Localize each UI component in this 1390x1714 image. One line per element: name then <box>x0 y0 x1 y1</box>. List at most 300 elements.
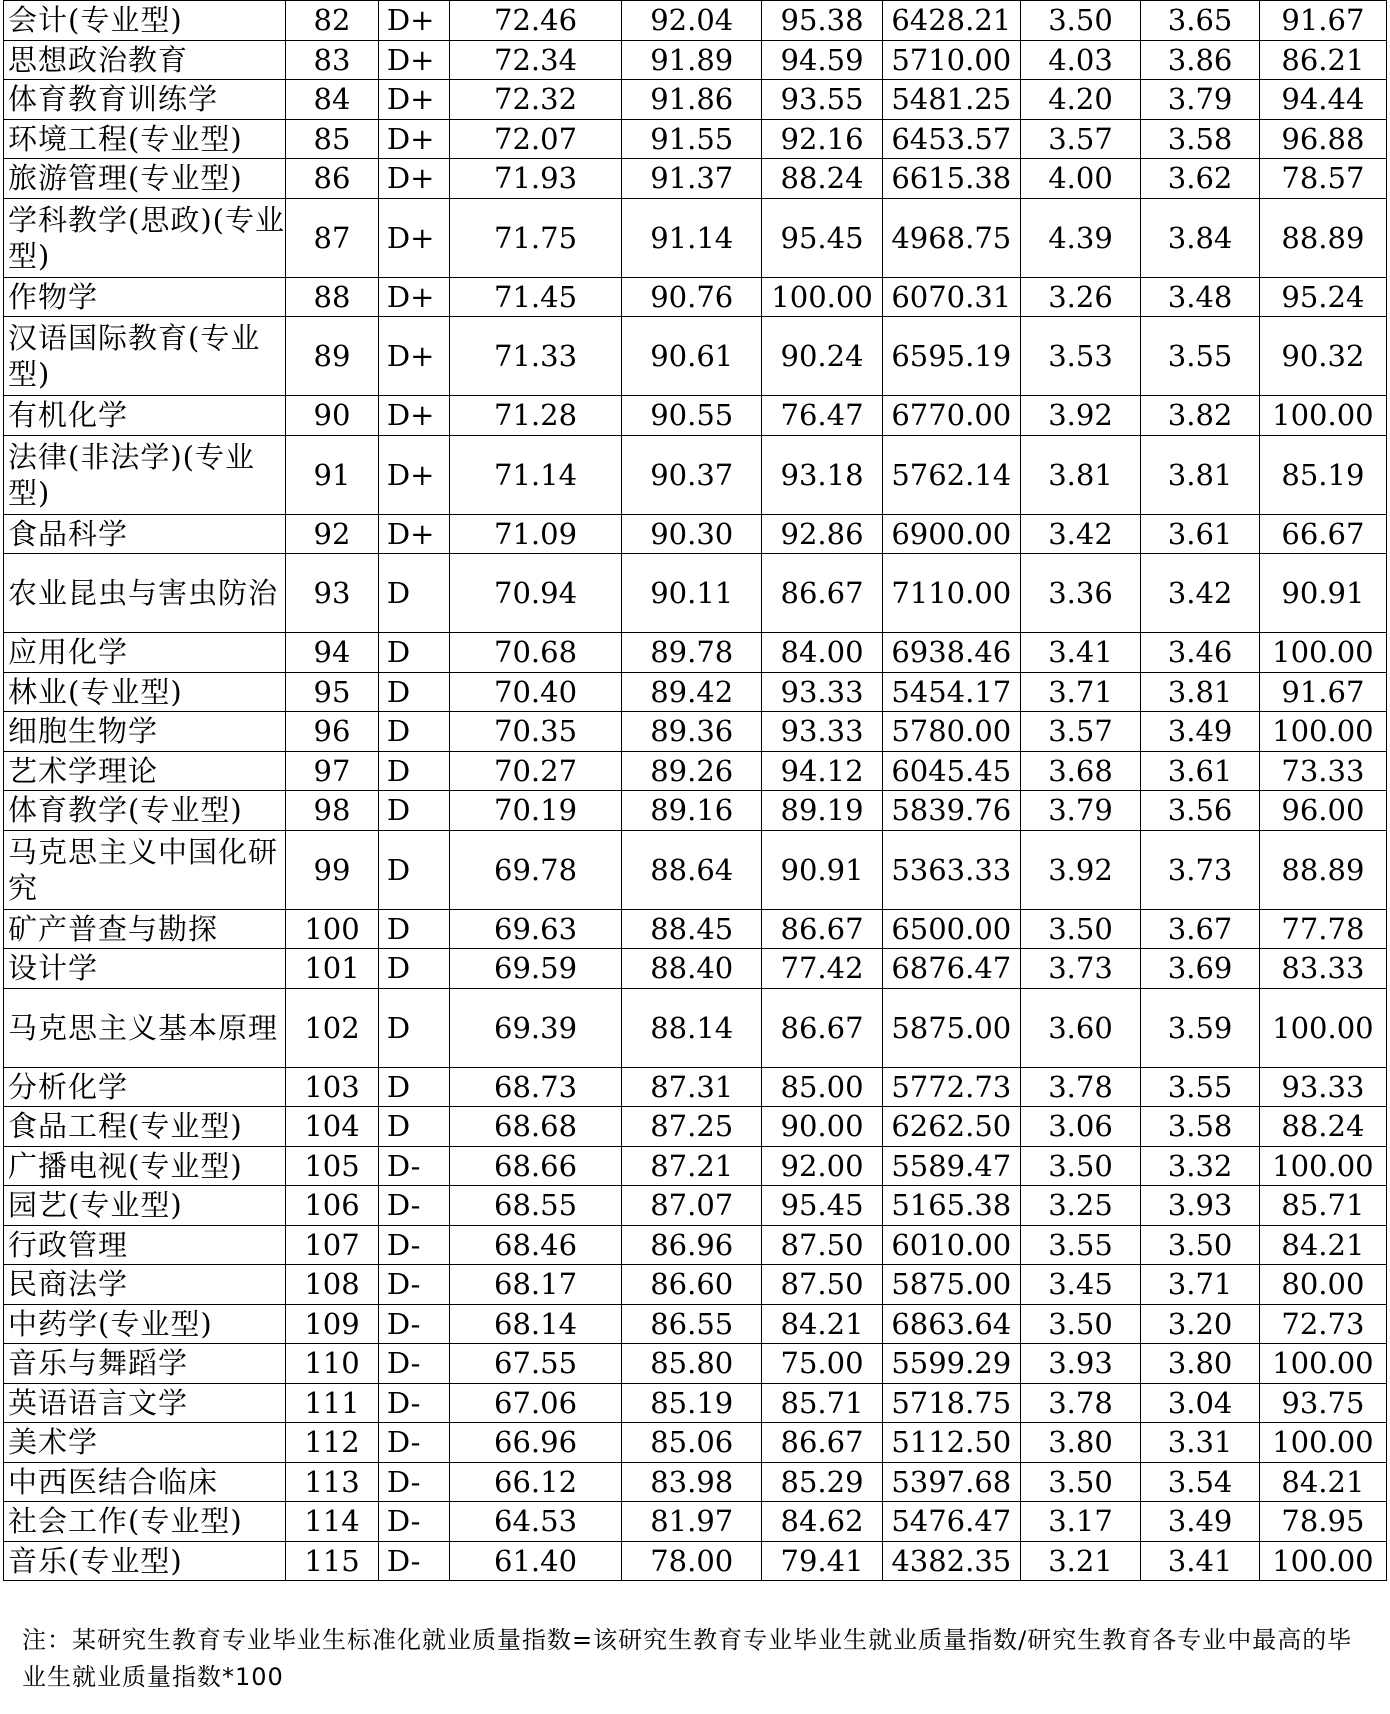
employment-rate-cell: 95.45 <box>762 1186 883 1226</box>
relevance-cell: 3.58 <box>1141 1107 1259 1147</box>
standardized-index-cell: 71.09 <box>449 514 621 554</box>
salary-cell: 5780.00 <box>882 712 1020 752</box>
salary-cell: 5397.68 <box>882 1462 1020 1502</box>
relevance-cell: 3.55 <box>1141 317 1259 396</box>
employment-rate-cell: 87.50 <box>762 1225 883 1265</box>
major-name-cell: 马克思主义基本原理 <box>4 988 286 1067</box>
relevance-cell: 3.86 <box>1141 40 1259 80</box>
quality-index-cell: 85.06 <box>622 1423 762 1463</box>
standardized-index-cell: 68.68 <box>449 1107 621 1147</box>
salary-cell: 6453.57 <box>882 119 1020 159</box>
salary-cell: 5599.29 <box>882 1344 1020 1384</box>
major-name-cell: 食品工程(专业型) <box>4 1107 286 1147</box>
table-row <box>4 988 1387 1067</box>
match-rate-cell: 93.75 <box>1259 1383 1386 1423</box>
quality-index-cell: 91.37 <box>622 159 762 199</box>
salary-cell: 6070.31 <box>882 277 1020 317</box>
relevance-cell: 3.49 <box>1141 712 1259 752</box>
quality-index-cell: 87.21 <box>622 1146 762 1186</box>
salary-cell: 7110.00 <box>882 554 1020 633</box>
grade-cell: D- <box>378 1541 449 1581</box>
rank-cell: 105 <box>286 1146 379 1186</box>
relevance-cell: 3.55 <box>1141 1067 1259 1107</box>
employment-rate-cell: 84.62 <box>762 1502 883 1542</box>
match-rate-cell: 88.89 <box>1259 830 1386 909</box>
standardized-index-cell: 68.46 <box>449 1225 621 1265</box>
employment-rate-cell: 92.00 <box>762 1146 883 1186</box>
match-rate-cell: 86.21 <box>1259 40 1386 80</box>
table-row <box>4 396 1387 436</box>
salary-cell: 6863.64 <box>882 1304 1020 1344</box>
employment-rate-cell: 84.00 <box>762 633 883 673</box>
relevance-cell: 3.56 <box>1141 791 1259 831</box>
rank-cell: 112 <box>286 1423 379 1463</box>
salary-cell: 6595.19 <box>882 317 1020 396</box>
table-row <box>4 1541 1387 1581</box>
major-name-cell: 中药学(专业型) <box>4 1304 286 1344</box>
match-rate-cell: 91.67 <box>1259 672 1386 712</box>
grade-cell: D <box>378 751 449 791</box>
match-rate-cell: 93.33 <box>1259 1067 1386 1107</box>
standardized-index-cell: 68.55 <box>449 1186 621 1226</box>
satisfaction-cell: 3.41 <box>1020 633 1141 673</box>
major-name-cell: 体育教学(专业型) <box>4 791 286 831</box>
table-row <box>4 1146 1387 1186</box>
major-name-cell: 有机化学 <box>4 396 286 436</box>
standardized-index-cell: 61.40 <box>449 1541 621 1581</box>
rank-cell: 115 <box>286 1541 379 1581</box>
quality-index-cell: 88.14 <box>622 988 762 1067</box>
employment-rate-cell: 77.42 <box>762 949 883 989</box>
satisfaction-cell: 3.80 <box>1020 1423 1141 1463</box>
match-rate-cell: 96.88 <box>1259 119 1386 159</box>
relevance-cell: 3.82 <box>1141 396 1259 436</box>
table-row <box>4 1344 1387 1384</box>
match-rate-cell: 90.91 <box>1259 554 1386 633</box>
major-name-cell: 作物学 <box>4 277 286 317</box>
major-name-cell: 汉语国际教育(专业型) <box>4 317 286 396</box>
employment-rate-cell: 90.91 <box>762 830 883 909</box>
match-rate-cell: 100.00 <box>1259 988 1386 1067</box>
quality-index-cell: 88.64 <box>622 830 762 909</box>
employment-rate-cell: 94.12 <box>762 751 883 791</box>
salary-cell: 5589.47 <box>882 1146 1020 1186</box>
table-row <box>4 40 1387 80</box>
employment-rate-cell: 85.00 <box>762 1067 883 1107</box>
quality-index-cell: 90.37 <box>622 435 762 514</box>
rank-cell: 90 <box>286 396 379 436</box>
relevance-cell: 3.84 <box>1141 198 1259 277</box>
salary-cell: 5476.47 <box>882 1502 1020 1542</box>
satisfaction-cell: 3.57 <box>1020 119 1141 159</box>
satisfaction-cell: 3.71 <box>1020 672 1141 712</box>
rank-cell: 92 <box>286 514 379 554</box>
salary-cell: 5762.14 <box>882 435 1020 514</box>
satisfaction-cell: 3.21 <box>1020 1541 1141 1581</box>
major-name-cell: 林业(专业型) <box>4 672 286 712</box>
satisfaction-cell: 4.03 <box>1020 40 1141 80</box>
satisfaction-cell: 3.50 <box>1020 1462 1141 1502</box>
quality-index-cell: 85.80 <box>622 1344 762 1384</box>
table-row <box>4 435 1387 514</box>
major-name-cell: 马克思主义中国化研究 <box>4 830 286 909</box>
satisfaction-cell: 3.79 <box>1020 791 1141 831</box>
quality-index-cell: 87.07 <box>622 1186 762 1226</box>
grade-cell: D+ <box>378 317 449 396</box>
satisfaction-cell: 3.60 <box>1020 988 1141 1067</box>
match-rate-cell: 78.95 <box>1259 1502 1386 1542</box>
table-row <box>4 1067 1387 1107</box>
quality-index-cell: 83.98 <box>622 1462 762 1502</box>
relevance-cell: 3.61 <box>1141 751 1259 791</box>
employment-rate-cell: 90.00 <box>762 1107 883 1147</box>
relevance-cell: 3.81 <box>1141 672 1259 712</box>
grade-cell: D+ <box>378 1 449 41</box>
major-name-cell: 英语语言文学 <box>4 1383 286 1423</box>
salary-cell: 5710.00 <box>882 40 1020 80</box>
grade-cell: D- <box>378 1423 449 1463</box>
salary-cell: 4968.75 <box>882 198 1020 277</box>
employment-rate-cell: 93.55 <box>762 80 883 120</box>
table-row <box>4 1265 1387 1305</box>
employment-rate-cell: 79.41 <box>762 1541 883 1581</box>
table-row <box>4 1502 1387 1542</box>
match-rate-cell: 88.89 <box>1259 198 1386 277</box>
employment-rate-cell: 85.29 <box>762 1462 883 1502</box>
rank-cell: 88 <box>286 277 379 317</box>
employment-rate-cell: 84.21 <box>762 1304 883 1344</box>
table-row <box>4 1304 1387 1344</box>
salary-cell: 6938.46 <box>882 633 1020 673</box>
match-rate-cell: 100.00 <box>1259 396 1386 436</box>
grade-cell: D- <box>378 1146 449 1186</box>
match-rate-cell: 84.21 <box>1259 1225 1386 1265</box>
table-row <box>4 119 1387 159</box>
grade-cell: D+ <box>378 514 449 554</box>
major-name-cell: 音乐与舞蹈学 <box>4 1344 286 1384</box>
standardized-index-cell: 70.27 <box>449 751 621 791</box>
relevance-cell: 3.67 <box>1141 909 1259 949</box>
standardized-index-cell: 66.12 <box>449 1462 621 1502</box>
quality-index-cell: 87.31 <box>622 1067 762 1107</box>
employment-quality-table <box>3 0 1387 1581</box>
satisfaction-cell: 4.39 <box>1020 198 1141 277</box>
employment-rate-cell: 93.33 <box>762 712 883 752</box>
employment-rate-cell: 93.33 <box>762 672 883 712</box>
employment-rate-cell: 86.67 <box>762 988 883 1067</box>
quality-index-cell: 88.45 <box>622 909 762 949</box>
table-row <box>4 80 1387 120</box>
relevance-cell: 3.04 <box>1141 1383 1259 1423</box>
grade-cell: D+ <box>378 435 449 514</box>
match-rate-cell: 77.78 <box>1259 909 1386 949</box>
satisfaction-cell: 3.68 <box>1020 751 1141 791</box>
standardized-index-cell: 69.39 <box>449 988 621 1067</box>
standardized-index-cell: 70.94 <box>449 554 621 633</box>
salary-cell: 6010.00 <box>882 1225 1020 1265</box>
standardized-index-cell: 67.06 <box>449 1383 621 1423</box>
employment-rate-cell: 76.47 <box>762 396 883 436</box>
major-name-cell: 广播电视(专业型) <box>4 1146 286 1186</box>
match-rate-cell: 88.24 <box>1259 1107 1386 1147</box>
standardized-index-cell: 70.35 <box>449 712 621 752</box>
footnote: 注：某研究生教育专业毕业生标准化就业质量指数=该研究生教育专业毕业生就业质量指数/研究生教育各专业中最高的毕业生就业质量指数*100 <box>22 1626 1353 1691</box>
satisfaction-cell: 3.50 <box>1020 1 1141 41</box>
standardized-index-cell: 70.19 <box>449 791 621 831</box>
grade-cell: D- <box>378 1462 449 1502</box>
satisfaction-cell: 3.45 <box>1020 1265 1141 1305</box>
rank-cell: 104 <box>286 1107 379 1147</box>
grade-cell: D <box>378 1107 449 1147</box>
grade-cell: D- <box>378 1225 449 1265</box>
grade-cell: D- <box>378 1502 449 1542</box>
quality-index-cell: 89.26 <box>622 751 762 791</box>
table-body <box>4 1 1387 1581</box>
quality-index-cell: 89.16 <box>622 791 762 831</box>
standardized-index-cell: 66.96 <box>449 1423 621 1463</box>
standardized-index-cell: 72.32 <box>449 80 621 120</box>
relevance-cell: 3.42 <box>1141 554 1259 633</box>
match-rate-cell: 96.00 <box>1259 791 1386 831</box>
standardized-index-cell: 71.93 <box>449 159 621 199</box>
quality-index-cell: 78.00 <box>622 1541 762 1581</box>
grade-cell: D+ <box>378 80 449 120</box>
relevance-cell: 3.50 <box>1141 1225 1259 1265</box>
standardized-index-cell: 68.73 <box>449 1067 621 1107</box>
relevance-cell: 3.46 <box>1141 633 1259 673</box>
grade-cell: D <box>378 791 449 831</box>
salary-cell: 5718.75 <box>882 1383 1020 1423</box>
table-row <box>4 909 1387 949</box>
rank-cell: 107 <box>286 1225 379 1265</box>
standardized-index-cell: 69.78 <box>449 830 621 909</box>
satisfaction-cell: 3.92 <box>1020 396 1141 436</box>
match-rate-cell: 84.21 <box>1259 1462 1386 1502</box>
rank-cell: 91 <box>286 435 379 514</box>
grade-cell: D- <box>378 1186 449 1226</box>
quality-index-cell: 89.42 <box>622 672 762 712</box>
table-row <box>4 1383 1387 1423</box>
salary-cell: 5772.73 <box>882 1067 1020 1107</box>
satisfaction-cell: 3.06 <box>1020 1107 1141 1147</box>
table-row <box>4 1462 1387 1502</box>
standardized-index-cell: 72.46 <box>449 1 621 41</box>
rank-cell: 96 <box>286 712 379 752</box>
rank-cell: 82 <box>286 1 379 41</box>
employment-rate-cell: 94.59 <box>762 40 883 80</box>
quality-index-cell: 90.11 <box>622 554 762 633</box>
major-name-cell: 美术学 <box>4 1423 286 1463</box>
major-name-cell: 艺术学理论 <box>4 751 286 791</box>
rank-cell: 111 <box>286 1383 379 1423</box>
salary-cell: 5363.33 <box>882 830 1020 909</box>
match-rate-cell: 80.00 <box>1259 1265 1386 1305</box>
quality-index-cell: 90.55 <box>622 396 762 436</box>
match-rate-cell: 95.24 <box>1259 277 1386 317</box>
rank-cell: 83 <box>286 40 379 80</box>
quality-index-cell: 89.78 <box>622 633 762 673</box>
salary-cell: 5875.00 <box>882 1265 1020 1305</box>
relevance-cell: 3.73 <box>1141 830 1259 909</box>
relevance-cell: 3.54 <box>1141 1462 1259 1502</box>
rank-cell: 95 <box>286 672 379 712</box>
rank-cell: 101 <box>286 949 379 989</box>
satisfaction-cell: 4.20 <box>1020 80 1141 120</box>
standardized-index-cell: 71.33 <box>449 317 621 396</box>
table-row <box>4 633 1387 673</box>
grade-cell: D- <box>378 1344 449 1384</box>
satisfaction-cell: 3.26 <box>1020 277 1141 317</box>
major-name-cell: 应用化学 <box>4 633 286 673</box>
standardized-index-cell: 71.14 <box>449 435 621 514</box>
match-rate-cell: 85.71 <box>1259 1186 1386 1226</box>
quality-index-cell: 86.96 <box>622 1225 762 1265</box>
relevance-cell: 3.62 <box>1141 159 1259 199</box>
standardized-index-cell: 68.14 <box>449 1304 621 1344</box>
grade-cell: D <box>378 712 449 752</box>
satisfaction-cell: 3.93 <box>1020 1344 1141 1384</box>
match-rate-cell: 100.00 <box>1259 1146 1386 1186</box>
relevance-cell: 3.48 <box>1141 277 1259 317</box>
grade-cell: D <box>378 949 449 989</box>
satisfaction-cell: 3.36 <box>1020 554 1141 633</box>
quality-index-cell: 88.40 <box>622 949 762 989</box>
table-row <box>4 751 1387 791</box>
relevance-cell: 3.65 <box>1141 1 1259 41</box>
satisfaction-cell: 3.78 <box>1020 1067 1141 1107</box>
rank-cell: 85 <box>286 119 379 159</box>
grade-cell: D <box>378 633 449 673</box>
table-row <box>4 712 1387 752</box>
salary-cell: 6876.47 <box>882 949 1020 989</box>
rank-cell: 109 <box>286 1304 379 1344</box>
grade-cell: D <box>378 988 449 1067</box>
relevance-cell: 3.61 <box>1141 514 1259 554</box>
relevance-cell: 3.58 <box>1141 119 1259 159</box>
quality-index-cell: 90.61 <box>622 317 762 396</box>
rank-cell: 94 <box>286 633 379 673</box>
match-rate-cell: 100.00 <box>1259 712 1386 752</box>
rank-cell: 98 <box>286 791 379 831</box>
quality-index-cell: 86.55 <box>622 1304 762 1344</box>
employment-rate-cell: 75.00 <box>762 1344 883 1384</box>
standardized-index-cell: 68.17 <box>449 1265 621 1305</box>
table-row <box>4 1423 1387 1463</box>
salary-cell: 5481.25 <box>882 80 1020 120</box>
table-row <box>4 159 1387 199</box>
quality-index-cell: 81.97 <box>622 1502 762 1542</box>
relevance-cell: 3.20 <box>1141 1304 1259 1344</box>
rank-cell: 87 <box>286 198 379 277</box>
match-rate-cell: 73.33 <box>1259 751 1386 791</box>
match-rate-cell: 100.00 <box>1259 1541 1386 1581</box>
table-row <box>4 317 1387 396</box>
grade-cell: D+ <box>378 277 449 317</box>
satisfaction-cell: 3.81 <box>1020 435 1141 514</box>
table-row <box>4 830 1387 909</box>
relevance-cell: 3.41 <box>1141 1541 1259 1581</box>
quality-index-cell: 90.30 <box>622 514 762 554</box>
salary-cell: 5839.76 <box>882 791 1020 831</box>
match-rate-cell: 90.32 <box>1259 317 1386 396</box>
quality-index-cell: 86.60 <box>622 1265 762 1305</box>
salary-cell: 4382.35 <box>882 1541 1020 1581</box>
rank-cell: 110 <box>286 1344 379 1384</box>
grade-cell: D+ <box>378 198 449 277</box>
match-rate-cell: 94.44 <box>1259 80 1386 120</box>
salary-cell: 6262.50 <box>882 1107 1020 1147</box>
standardized-index-cell: 69.63 <box>449 909 621 949</box>
quality-index-cell: 90.76 <box>622 277 762 317</box>
quality-index-cell: 87.25 <box>622 1107 762 1147</box>
salary-cell: 6770.00 <box>882 396 1020 436</box>
employment-rate-cell: 100.00 <box>762 277 883 317</box>
match-rate-cell: 72.73 <box>1259 1304 1386 1344</box>
grade-cell: D- <box>378 1383 449 1423</box>
salary-cell: 6615.38 <box>882 159 1020 199</box>
major-name-cell: 行政管理 <box>4 1225 286 1265</box>
table-row <box>4 1186 1387 1226</box>
match-rate-cell: 100.00 <box>1259 1344 1386 1384</box>
salary-cell: 6428.21 <box>882 1 1020 41</box>
table-row <box>4 949 1387 989</box>
table-row <box>4 672 1387 712</box>
salary-cell: 6900.00 <box>882 514 1020 554</box>
employment-rate-cell: 89.19 <box>762 791 883 831</box>
standardized-index-cell: 70.40 <box>449 672 621 712</box>
standardized-index-cell: 72.34 <box>449 40 621 80</box>
standardized-index-cell: 71.28 <box>449 396 621 436</box>
relevance-cell: 3.81 <box>1141 435 1259 514</box>
satisfaction-cell: 3.73 <box>1020 949 1141 989</box>
table-row <box>4 1 1387 41</box>
major-name-cell: 食品科学 <box>4 514 286 554</box>
relevance-cell: 3.93 <box>1141 1186 1259 1226</box>
standardized-index-cell: 69.59 <box>449 949 621 989</box>
major-name-cell: 中西医结合临床 <box>4 1462 286 1502</box>
rank-cell: 102 <box>286 988 379 1067</box>
satisfaction-cell: 3.53 <box>1020 317 1141 396</box>
quality-index-cell: 85.19 <box>622 1383 762 1423</box>
major-name-cell: 细胞生物学 <box>4 712 286 752</box>
major-name-cell: 旅游管理(专业型) <box>4 159 286 199</box>
match-rate-cell: 91.67 <box>1259 1 1386 41</box>
major-name-cell: 环境工程(专业型) <box>4 119 286 159</box>
rank-cell: 89 <box>286 317 379 396</box>
salary-cell: 5112.50 <box>882 1423 1020 1463</box>
satisfaction-cell: 4.00 <box>1020 159 1141 199</box>
employment-rate-cell: 87.50 <box>762 1265 883 1305</box>
major-name-cell: 矿产普查与勘探 <box>4 909 286 949</box>
major-name-cell: 设计学 <box>4 949 286 989</box>
major-name-cell: 社会工作(专业型) <box>4 1502 286 1542</box>
table-row <box>4 198 1387 277</box>
rank-cell: 108 <box>286 1265 379 1305</box>
quality-index-cell: 89.36 <box>622 712 762 752</box>
rank-cell: 106 <box>286 1186 379 1226</box>
major-name-cell: 民商法学 <box>4 1265 286 1305</box>
employment-rate-cell: 92.16 <box>762 119 883 159</box>
satisfaction-cell: 3.55 <box>1020 1225 1141 1265</box>
table-row <box>4 277 1387 317</box>
grade-cell: D+ <box>378 396 449 436</box>
standardized-index-cell: 71.45 <box>449 277 621 317</box>
standardized-index-cell: 68.66 <box>449 1146 621 1186</box>
match-rate-cell: 100.00 <box>1259 633 1386 673</box>
satisfaction-cell: 3.17 <box>1020 1502 1141 1542</box>
grade-cell: D+ <box>378 119 449 159</box>
grade-cell: D <box>378 909 449 949</box>
